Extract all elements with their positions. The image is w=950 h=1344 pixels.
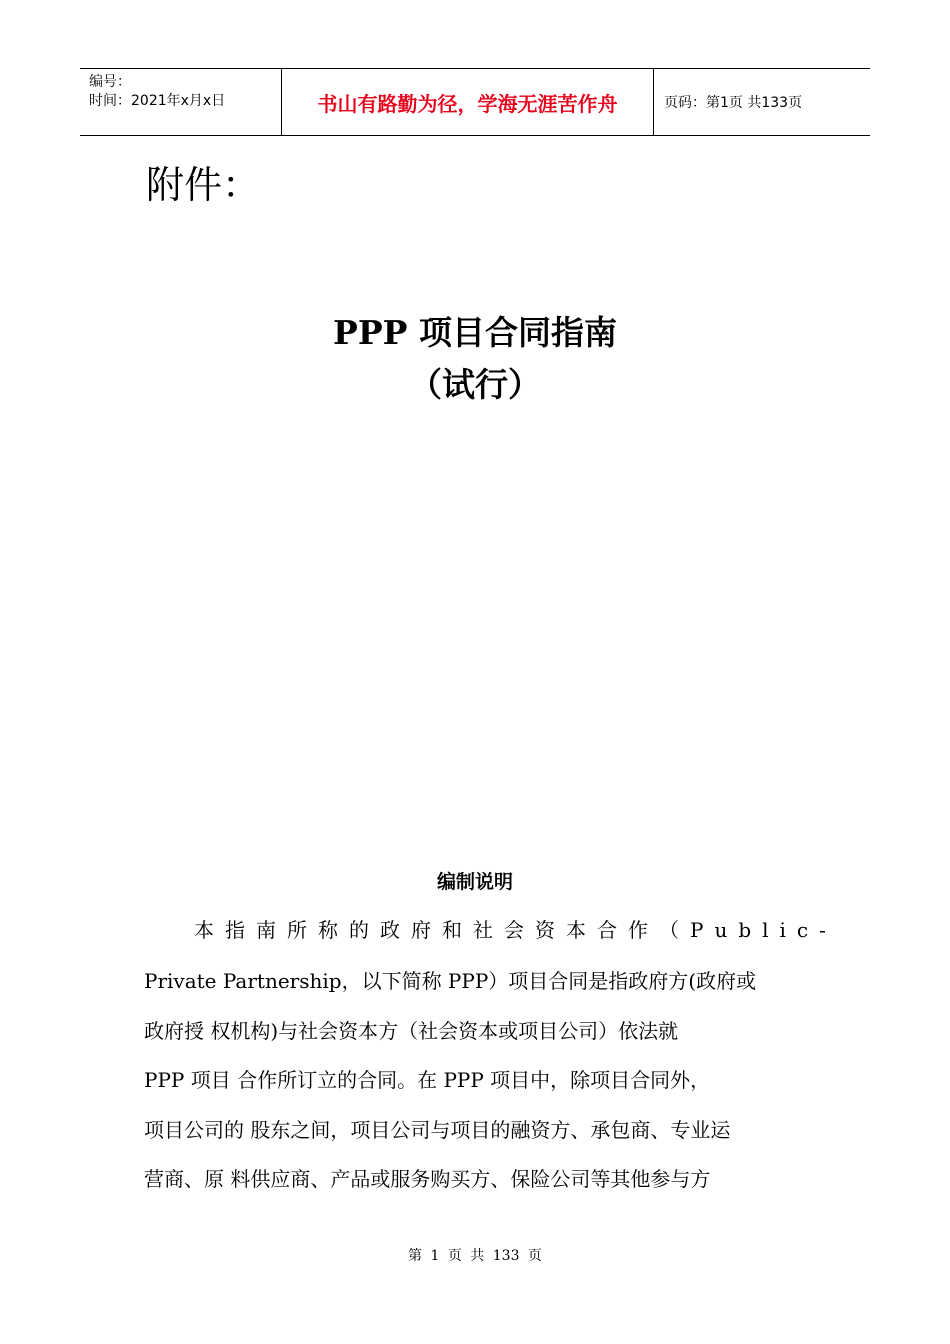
header-page-info: 页码：第1页 共133页	[664, 95, 803, 111]
header-motto: 书山有路勤为径，学海无涯苦作舟	[281, 69, 654, 135]
document-subtitle: （试行）	[409, 365, 541, 404]
document-date: 时间：2021年x月x日	[89, 93, 226, 109]
body-text-line: 项目公司的 股东之间，项目公司与项目的融资方、承包商、专业运	[144, 1118, 731, 1142]
attachment-label: 附件：	[146, 163, 261, 207]
document-title: PPP 项目合同指南	[333, 313, 617, 352]
page-footer: 第 1 页 共 133 页	[408, 1248, 542, 1264]
document-number-label: 编号：	[89, 74, 131, 90]
header-meta	[80, 69, 281, 135]
body-text-line: 营商、原 料供应商、产品或服务购买方、保险公司等其他参与方	[144, 1167, 711, 1191]
body-text-line: Private Partnership，以下简称 PPP）项目合同是指政府方(政府或	[144, 969, 757, 993]
body-text-line: 政府授 权机构)与社会资本方（社会资本或项目公司）依法就	[144, 1019, 679, 1043]
section-heading: 编制说明	[436, 871, 513, 893]
body-text-line: PPP 项目 合作所订立的合同。在 PPP 项目中，除项目合同外，	[144, 1068, 711, 1092]
page-header	[80, 68, 870, 136]
body-text-line: 本指南所称的政府和社会资本合作（Public-	[194, 918, 837, 942]
